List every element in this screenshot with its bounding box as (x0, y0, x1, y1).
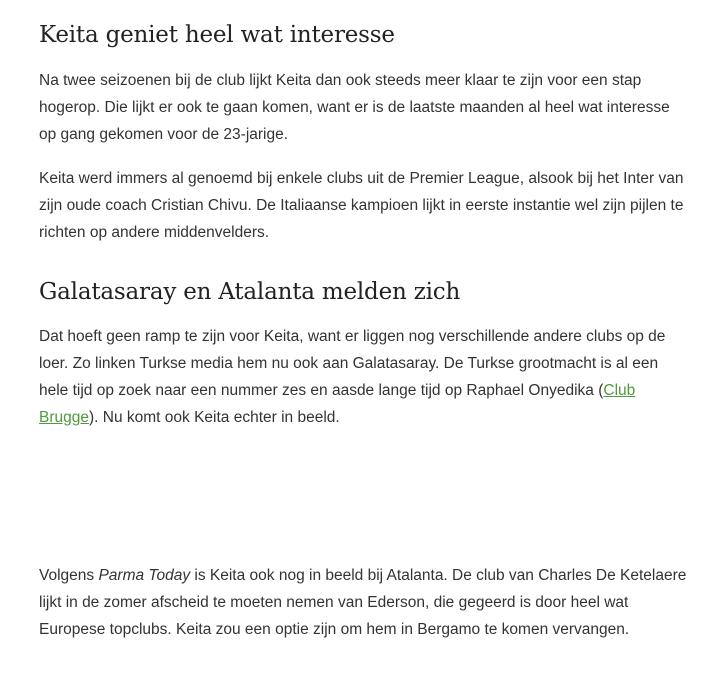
source-parma-today: Parma Today (98, 567, 191, 584)
section-heading-galatasaray-atalanta: Galatasaray en Atalanta melden zich (39, 279, 461, 305)
ad-placeholder-space (39, 450, 691, 550)
section-heading-interest: Keita geniet heel wat interesse (39, 22, 395, 48)
paragraph-galatasaray (39, 323, 691, 431)
paragraph-atalanta-text-end: is Keita ook nog in beeld bij Atalanta. De club van Charles De Ketelaere lijkt in de zomer afscheid te moeten nemen van Ederson, die gegeerd is door heel wat Europese topclubs. Keita zou een optie zijn om hem in Bergamo te komen vervangen. (39, 567, 687, 638)
paragraph-galatasaray-text-end: ). Nu komt ook Keita echter in beeld. (88, 409, 340, 426)
paragraph-interest-intro: Na twee seizoenen bij de club lijkt Keita dan ook steeds meer klaar te zijn voor een stap hogerop. Die lijkt er ook te gaan komen, want er is de laatste maanden al heel wat interesse op gang gekomen voor de 23-jarige. (39, 72, 670, 143)
paragraph-atalanta-text-start: Volgens (39, 567, 99, 584)
paragraph-galatasaray-text-start: Dat hoeft geen ramp te zijn voor Keita, want er liggen nog verschillende andere clubs op de loer. Zo linken Turkse media hem nu ook aan Galatasaray. De Turkse grootmacht is al een hele tijd op zoek naar een nummer zes en aasde lange tijd op Raphael Onyedika ( (39, 328, 666, 399)
paragraph-interest-clubs: Keita werd immers al genoemd bij enkele clubs uit de Premier League, alsook bij het Inter van zijn oude coach Cristian Chivu. De Italiaanse kampioen lijkt in eerste instantie wel zijn pijlen te richten op andere middenvelders. (39, 170, 684, 241)
paragraph-atalanta (39, 562, 691, 643)
club-brugge-link[interactable]: Club Brugge (39, 382, 636, 426)
